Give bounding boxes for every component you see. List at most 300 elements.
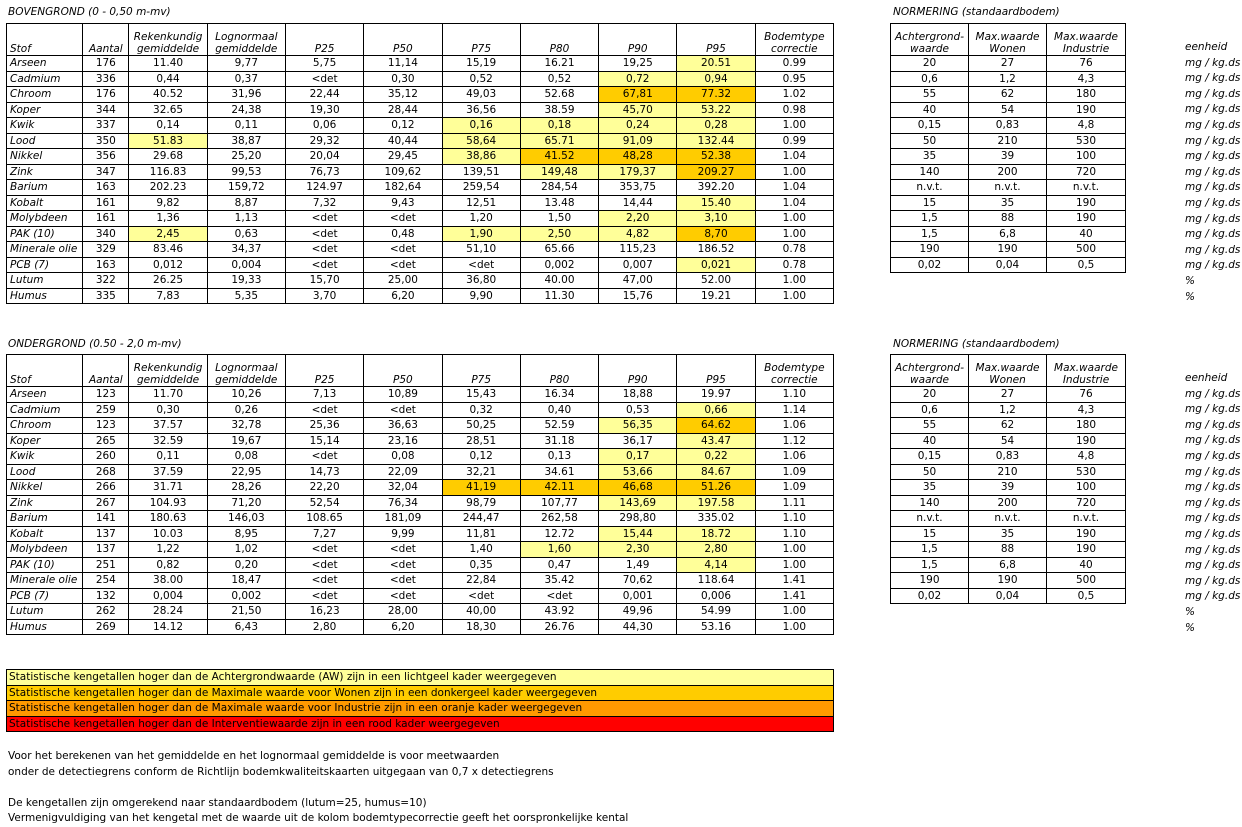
cell-log: 0,20 [207, 557, 285, 573]
header-row [7, 24, 834, 56]
cell-p80: 41.52 [520, 149, 598, 165]
cell-stof: Arseen [7, 56, 83, 72]
cell-p95: 51.26 [677, 480, 755, 496]
cell-p95: 4,14 [677, 557, 755, 573]
norm-cell-i: 4,8 [1047, 118, 1126, 134]
cell-p80: 11.30 [520, 288, 598, 304]
cell-corr: 1.10 [755, 511, 833, 527]
cell-corr: 1.09 [755, 480, 833, 496]
cell-p95: 3,10 [677, 211, 755, 227]
cell-log: 32,78 [207, 418, 285, 434]
norm-cell-ag: 0,6 [891, 402, 969, 418]
cell-p95: 18.72 [677, 526, 755, 542]
norm-cell-w: 35 [969, 526, 1047, 542]
cell-p90: 2,30 [599, 542, 677, 558]
cell-p75: 139,51 [442, 164, 520, 180]
norm-cell-ag: 0,15 [891, 449, 969, 465]
cell-p95: 0,021 [677, 257, 755, 273]
cell-rek: 32.65 [129, 102, 207, 118]
cell-p95: 52.00 [677, 273, 755, 289]
cell-p75: 244,47 [442, 511, 520, 527]
cell-stof: PAK (10) [7, 557, 83, 573]
legend-light-yellow: Statistische kengetallen hoger dan de Achtergrondwaarde (AW) zijn in een lichtgeel kader weergegeven [6, 669, 834, 686]
cell-corr: 1.00 [755, 604, 833, 620]
norm-cell-i: 76 [1047, 387, 1126, 403]
cell-stof: Zink [7, 164, 83, 180]
cell-rek: 37.59 [129, 464, 207, 480]
unit-value: mg / kg.ds [1185, 543, 1241, 556]
col-bodemtype [755, 24, 833, 56]
cell-p50: <det [364, 542, 442, 558]
cell-rek: 37.57 [129, 418, 207, 434]
cell-aantal: 340 [83, 226, 129, 242]
unit-value: mg / kg.ds [1185, 481, 1241, 494]
norm-cell-i: 530 [1047, 133, 1126, 149]
cell-stof: Arseen [7, 387, 83, 403]
cell-p90: 0,53 [599, 402, 677, 418]
unit-value: mg / kg.ds [1185, 118, 1241, 131]
note-line-2: onder de detectiegrens conform de Richtlijn bodemkwaliteitskaarten uitgegaan van 0,7 x detectiegrens [8, 766, 554, 778]
col-p25: P25 [285, 355, 363, 387]
cell-p25: <det [285, 542, 363, 558]
cell-aantal: 161 [83, 211, 129, 227]
cell-p90: 19,25 [599, 56, 677, 72]
norm-row [891, 71, 1126, 87]
stats-table-ondergrond [6, 354, 834, 635]
table-row [7, 542, 834, 558]
norm-cell-w: 210 [969, 133, 1047, 149]
table-row [7, 464, 834, 480]
col-max-industrie-line: Max.waarde [1054, 31, 1118, 43]
cell-stof: Chroom [7, 87, 83, 103]
cell-p25: 25,36 [285, 418, 363, 434]
cell-p50: 0,08 [364, 449, 442, 465]
table-row [7, 118, 834, 134]
cell-p50: 22,09 [364, 464, 442, 480]
cell-aantal: 322 [83, 273, 129, 289]
cell-corr: 1.00 [755, 273, 833, 289]
col-achtergrondwaarde [891, 24, 969, 56]
stats-table-bovengrond [6, 23, 834, 304]
table-row [7, 242, 834, 258]
cell-log: 1,13 [207, 211, 285, 227]
cell-p50: 11,14 [364, 56, 442, 72]
cell-p80: 52.59 [520, 418, 598, 434]
col-p75: P75 [442, 24, 520, 56]
cell-p50: 36,63 [364, 418, 442, 434]
cell-p80: 16.34 [520, 387, 598, 403]
norm-cell-i: 190 [1047, 195, 1126, 211]
cell-p75: 0,16 [442, 118, 520, 134]
norm-cell-ag: 190 [891, 242, 969, 258]
col-lognormaal [207, 24, 285, 56]
cell-aantal: 268 [83, 464, 129, 480]
col-bodemtype-line: Bodemtype [764, 31, 825, 43]
unit-value: mg / kg.ds [1185, 512, 1241, 525]
cell-p25: 19,30 [285, 102, 363, 118]
table-row [7, 573, 834, 589]
norm-cell-w: 54 [969, 433, 1047, 449]
cell-p95: 209.27 [677, 164, 755, 180]
cell-stof: Cadmium [7, 402, 83, 418]
norm-row [891, 402, 1126, 418]
unit-column-bovengrond [1185, 40, 1240, 305]
note-line-1: Voor het berekenen van het gemiddelde en het lognormaal gemiddelde is voor meetwaarden [8, 750, 500, 762]
cell-p50: <det [364, 242, 442, 258]
cell-stof: PCB (7) [7, 257, 83, 273]
unit-value: mg / kg.ds [1185, 403, 1241, 416]
cell-p95: 84.67 [677, 464, 755, 480]
cell-p75: 51,10 [442, 242, 520, 258]
cell-p75: 1,90 [442, 226, 520, 242]
norm-cell-ag: 35 [891, 149, 969, 165]
cell-p80: 0,002 [520, 257, 598, 273]
cell-p50: <det [364, 402, 442, 418]
table-row [7, 526, 834, 542]
unit-value: mg / kg.ds [1185, 496, 1241, 509]
cell-p90: 179,37 [599, 164, 677, 180]
norm-cell-i: 190 [1047, 102, 1126, 118]
col-max-industrie-line: Industrie [1062, 374, 1110, 386]
norm-row [891, 495, 1126, 511]
cell-log: 34,37 [207, 242, 285, 258]
norm-cell-ag: 50 [891, 464, 969, 480]
norm-cell-i: 500 [1047, 242, 1126, 258]
cell-rek: 10.03 [129, 526, 207, 542]
cell-aantal: 265 [83, 433, 129, 449]
cell-p50: 0,12 [364, 118, 442, 134]
norm-row [891, 588, 1126, 604]
norm-row [891, 102, 1126, 118]
unit-value: % [1185, 290, 1195, 303]
cell-p80: 149,48 [520, 164, 598, 180]
cell-p75: <det [442, 257, 520, 273]
norm-row [891, 526, 1126, 542]
col-lognormaal-line: Lognormaal [215, 31, 278, 43]
cell-p90: 70,62 [599, 573, 677, 589]
cell-p95: 43.47 [677, 433, 755, 449]
cell-aantal: 137 [83, 526, 129, 542]
norm-row [891, 211, 1126, 227]
norm-cell-ag: 35 [891, 480, 969, 496]
norm-cell-ag: 20 [891, 56, 969, 72]
cell-stof: Humus [7, 288, 83, 304]
cell-log: 71,20 [207, 495, 285, 511]
cell-p75: 98,79 [442, 495, 520, 511]
cell-p95: 197.58 [677, 495, 755, 511]
cell-p80: 34.61 [520, 464, 598, 480]
cell-aantal: 344 [83, 102, 129, 118]
cell-p25: 7,27 [285, 526, 363, 542]
norm-cell-ag: n.v.t. [891, 180, 969, 196]
col-max-wonen-line: Wonen [989, 374, 1026, 386]
cell-p95: 118.64 [677, 573, 755, 589]
cell-aantal: 132 [83, 588, 129, 604]
cell-p80: <det [520, 588, 598, 604]
norm-cell-i: 190 [1047, 542, 1126, 558]
cell-aantal: 350 [83, 133, 129, 149]
cell-p25: <det [285, 211, 363, 227]
norm-cell-ag: 15 [891, 526, 969, 542]
cell-p90: 46,68 [599, 480, 677, 496]
cell-p90: 115,23 [599, 242, 677, 258]
col-rekenkundig-line: gemiddelde [137, 374, 200, 386]
cell-p25: 22,20 [285, 480, 363, 496]
cell-aantal: 123 [83, 418, 129, 434]
cell-rek: 0,82 [129, 557, 207, 573]
cell-p95: 53.22 [677, 102, 755, 118]
cell-log: 19,33 [207, 273, 285, 289]
cell-rek: 0,004 [129, 588, 207, 604]
norm-cell-i: n.v.t. [1047, 180, 1126, 196]
norm-title-bovengrond: NORMERING (standaardbodem) [893, 6, 1060, 18]
cell-stof: Nikkel [7, 480, 83, 496]
cell-p90: 15,76 [599, 288, 677, 304]
cell-aantal: 266 [83, 480, 129, 496]
cell-p50: 6,20 [364, 288, 442, 304]
norm-row [891, 87, 1126, 103]
col-max-industrie [1047, 24, 1126, 56]
cell-p50: 6,20 [364, 619, 442, 635]
cell-p95: 8,70 [677, 226, 755, 242]
unit-value: % [1185, 274, 1195, 287]
norm-title-ondergrond: NORMERING (standaardbodem) [893, 338, 1060, 350]
table-row [7, 402, 834, 418]
cell-p75: 36,80 [442, 273, 520, 289]
table-row [7, 511, 834, 527]
norm-cell-i: 4,3 [1047, 71, 1126, 87]
norm-row [891, 56, 1126, 72]
cell-log: 18,47 [207, 573, 285, 589]
cell-p75: 0,12 [442, 449, 520, 465]
unit-value: mg / kg.ds [1185, 56, 1241, 69]
cell-rek: 202.23 [129, 180, 207, 196]
cell-corr: 1.09 [755, 464, 833, 480]
cell-p90: 67,81 [599, 87, 677, 103]
norm-cell-i: 190 [1047, 526, 1126, 542]
norm-cell-w: 0,04 [969, 588, 1047, 604]
cell-p75: <det [442, 588, 520, 604]
col-lognormaal-line: Lognormaal [215, 362, 278, 374]
cell-p75: 40,00 [442, 604, 520, 620]
cell-p90: 56,35 [599, 418, 677, 434]
cell-p25: 14,73 [285, 464, 363, 480]
unit-value: mg / kg.ds [1185, 449, 1241, 462]
cell-aantal: 161 [83, 195, 129, 211]
cell-p90: 91,09 [599, 133, 677, 149]
unit-value: mg / kg.ds [1185, 165, 1241, 178]
norm-row [891, 387, 1126, 403]
cell-p95: 15.40 [677, 195, 755, 211]
norm-cell-i: 530 [1047, 464, 1126, 480]
cell-p95: 0,94 [677, 71, 755, 87]
cell-p50: 28,00 [364, 604, 442, 620]
cell-corr: 1.00 [755, 288, 833, 304]
norm-cell-w: 190 [969, 242, 1047, 258]
cell-p95: 335.02 [677, 511, 755, 527]
cell-log: 22,95 [207, 464, 285, 480]
table-row [7, 387, 834, 403]
cell-p80: 284,54 [520, 180, 598, 196]
cell-rek: 7,83 [129, 288, 207, 304]
cell-p75: 259,54 [442, 180, 520, 196]
norm-cell-ag: 0,15 [891, 118, 969, 134]
cell-p25: 15,14 [285, 433, 363, 449]
cell-log: 5,35 [207, 288, 285, 304]
col-lognormaal [207, 355, 285, 387]
norm-cell-i: n.v.t. [1047, 511, 1126, 527]
unit-value: mg / kg.ds [1185, 228, 1241, 241]
cell-rek: 11.70 [129, 387, 207, 403]
norm-cell-w: 88 [969, 211, 1047, 227]
norm-cell-ag: 0,6 [891, 71, 969, 87]
cell-rek: 0,30 [129, 402, 207, 418]
cell-rek: 1,22 [129, 542, 207, 558]
cell-stof: Minerale olie [7, 242, 83, 258]
cell-p50: 0,48 [364, 226, 442, 242]
col-max-wonen-line: Wonen [989, 43, 1026, 55]
norm-cell-ag: 1,5 [891, 542, 969, 558]
cell-stof: Lutum [7, 604, 83, 620]
color-legend [6, 670, 834, 732]
norm-cell-w: 1,2 [969, 402, 1047, 418]
cell-p80: 65.66 [520, 242, 598, 258]
cell-p50: 0,30 [364, 71, 442, 87]
col-stof: Stof [7, 355, 83, 387]
col-bodemtype-line: correctie [771, 374, 818, 386]
cell-p25: 52,54 [285, 495, 363, 511]
cell-p80: 262,58 [520, 511, 598, 527]
cell-aantal: 267 [83, 495, 129, 511]
cell-rek: 32.59 [129, 433, 207, 449]
unit-value: mg / kg.ds [1185, 418, 1241, 431]
cell-corr: 0.78 [755, 257, 833, 273]
cell-p95: 0,28 [677, 118, 755, 134]
cell-rek: 31.71 [129, 480, 207, 496]
table-row [7, 273, 834, 289]
unit-value: mg / kg.ds [1185, 181, 1241, 194]
cell-corr: 1.04 [755, 149, 833, 165]
cell-p75: 41,19 [442, 480, 520, 496]
cell-aantal: 254 [83, 573, 129, 589]
cell-rek: 1,36 [129, 211, 207, 227]
cell-corr: 1.11 [755, 495, 833, 511]
cell-p25: 108.65 [285, 511, 363, 527]
norm-cell-ag: 0,02 [891, 588, 969, 604]
norm-cell-i: 180 [1047, 418, 1126, 434]
cell-log: 25,20 [207, 149, 285, 165]
norm-cell-w: 210 [969, 464, 1047, 480]
norm-cell-w: 35 [969, 195, 1047, 211]
table-row [7, 195, 834, 211]
cell-p50: <det [364, 211, 442, 227]
cell-p90: 47,00 [599, 273, 677, 289]
cell-rek: 26.25 [129, 273, 207, 289]
col-rekenkundig [129, 355, 207, 387]
cell-p95: 392.20 [677, 180, 755, 196]
cell-p25: 7,13 [285, 387, 363, 403]
cell-corr: 1.10 [755, 387, 833, 403]
cell-p80: 0,47 [520, 557, 598, 573]
cell-p25: 2,80 [285, 619, 363, 635]
norm-cell-w: 200 [969, 495, 1047, 511]
col-stof: Stof [7, 24, 83, 56]
cell-p95: 0,006 [677, 588, 755, 604]
cell-p90: 0,24 [599, 118, 677, 134]
unit-value: mg / kg.ds [1185, 465, 1241, 478]
cell-log: 99,53 [207, 164, 285, 180]
cell-stof: PCB (7) [7, 588, 83, 604]
table-row [7, 288, 834, 304]
cell-aantal: 356 [83, 149, 129, 165]
cell-p95: 186.52 [677, 242, 755, 258]
unit-value: mg / kg.ds [1185, 72, 1241, 85]
cell-p95: 19.21 [677, 288, 755, 304]
cell-rek: 28.24 [129, 604, 207, 620]
cell-log: 19,67 [207, 433, 285, 449]
unit-header: eenheid [1185, 41, 1228, 53]
cell-p90: 15,44 [599, 526, 677, 542]
cell-p75: 0,52 [442, 71, 520, 87]
cell-p95: 132.44 [677, 133, 755, 149]
norm-table-ondergrond [890, 354, 1126, 604]
cell-rek: 51.83 [129, 133, 207, 149]
cell-p90: 36,17 [599, 433, 677, 449]
cell-p50: <det [364, 588, 442, 604]
cell-aantal: 176 [83, 87, 129, 103]
cell-aantal: 335 [83, 288, 129, 304]
norm-cell-w: 1,2 [969, 71, 1047, 87]
col-p25: P25 [285, 24, 363, 56]
cell-rek: 9,82 [129, 195, 207, 211]
cell-p90: 1,49 [599, 557, 677, 573]
cell-p50: 9,99 [364, 526, 442, 542]
cell-p50: 181,09 [364, 511, 442, 527]
cell-log: 38,87 [207, 133, 285, 149]
cell-p25: 5,75 [285, 56, 363, 72]
cell-p75: 36,56 [442, 102, 520, 118]
cell-p75: 11,81 [442, 526, 520, 542]
norm-cell-w: 88 [969, 542, 1047, 558]
table-row [7, 164, 834, 180]
cell-stof: Lutum [7, 273, 83, 289]
cell-p80: 0,40 [520, 402, 598, 418]
col-achtergrondwaarde-line: Achtergrond- [894, 362, 965, 374]
cell-p95: 2,80 [677, 542, 755, 558]
norm-cell-ag: 1,5 [891, 211, 969, 227]
cell-corr: 1.00 [755, 164, 833, 180]
table-row [7, 557, 834, 573]
table-row [7, 56, 834, 72]
section-title-ondergrond: ONDERGROND (0.50 - 2,0 m-mv) [8, 338, 182, 350]
table-row [7, 87, 834, 103]
cell-p50: 10,89 [364, 387, 442, 403]
cell-p80: 1,60 [520, 542, 598, 558]
cell-corr: 1.00 [755, 211, 833, 227]
cell-stof: Kobalt [7, 526, 83, 542]
cell-p95: 64.62 [677, 418, 755, 434]
col-max-industrie [1047, 355, 1126, 387]
cell-stof: PAK (10) [7, 226, 83, 242]
cell-p75: 22,84 [442, 573, 520, 589]
col-achtergrondwaarde-line: waarde [910, 374, 949, 386]
cell-stof: Cadmium [7, 71, 83, 87]
norm-row [891, 480, 1126, 496]
norm-cell-ag: 55 [891, 87, 969, 103]
cell-log: 0,26 [207, 402, 285, 418]
cell-p90: 49,96 [599, 604, 677, 620]
cell-p25: <det [285, 557, 363, 573]
